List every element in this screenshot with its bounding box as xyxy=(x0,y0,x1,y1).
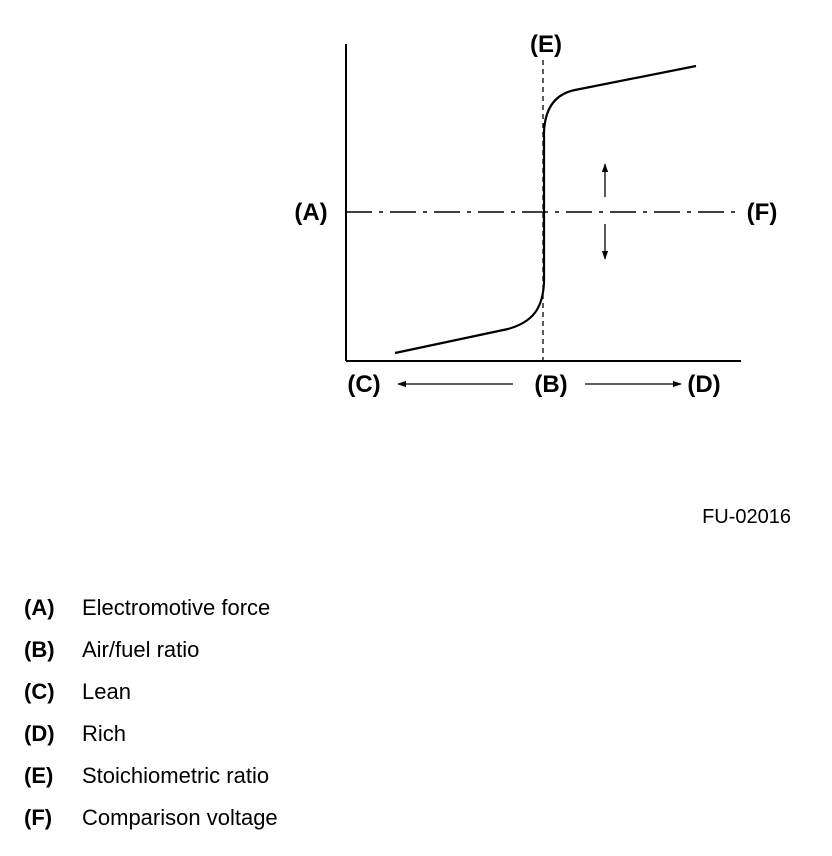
label-a: (A) xyxy=(294,199,328,226)
legend-text: Air/fuel ratio xyxy=(82,637,200,662)
legend-text: Rich xyxy=(82,721,127,746)
label-f: (F) xyxy=(746,199,778,226)
label-b: (B) xyxy=(534,371,568,398)
legend-text: Lean xyxy=(82,679,131,704)
sensor-output-curve xyxy=(395,66,696,353)
label-c: (C) xyxy=(347,371,381,398)
label-e: (E) xyxy=(530,31,562,58)
legend-key: (A) xyxy=(24,595,55,620)
legend-key: (E) xyxy=(24,763,54,788)
label-d: (D) xyxy=(687,371,721,398)
legend-text: Stoichiometric ratio xyxy=(82,763,270,788)
legend-key: (B) xyxy=(24,637,55,662)
legend-key: (F) xyxy=(24,805,53,830)
legend-key: (C) xyxy=(24,679,55,704)
legend-text: Comparison voltage xyxy=(82,805,278,830)
legend-text: Electromotive force xyxy=(82,595,271,620)
legend-key: (D) xyxy=(24,721,55,746)
figure-id: FU-02016 xyxy=(702,506,791,528)
